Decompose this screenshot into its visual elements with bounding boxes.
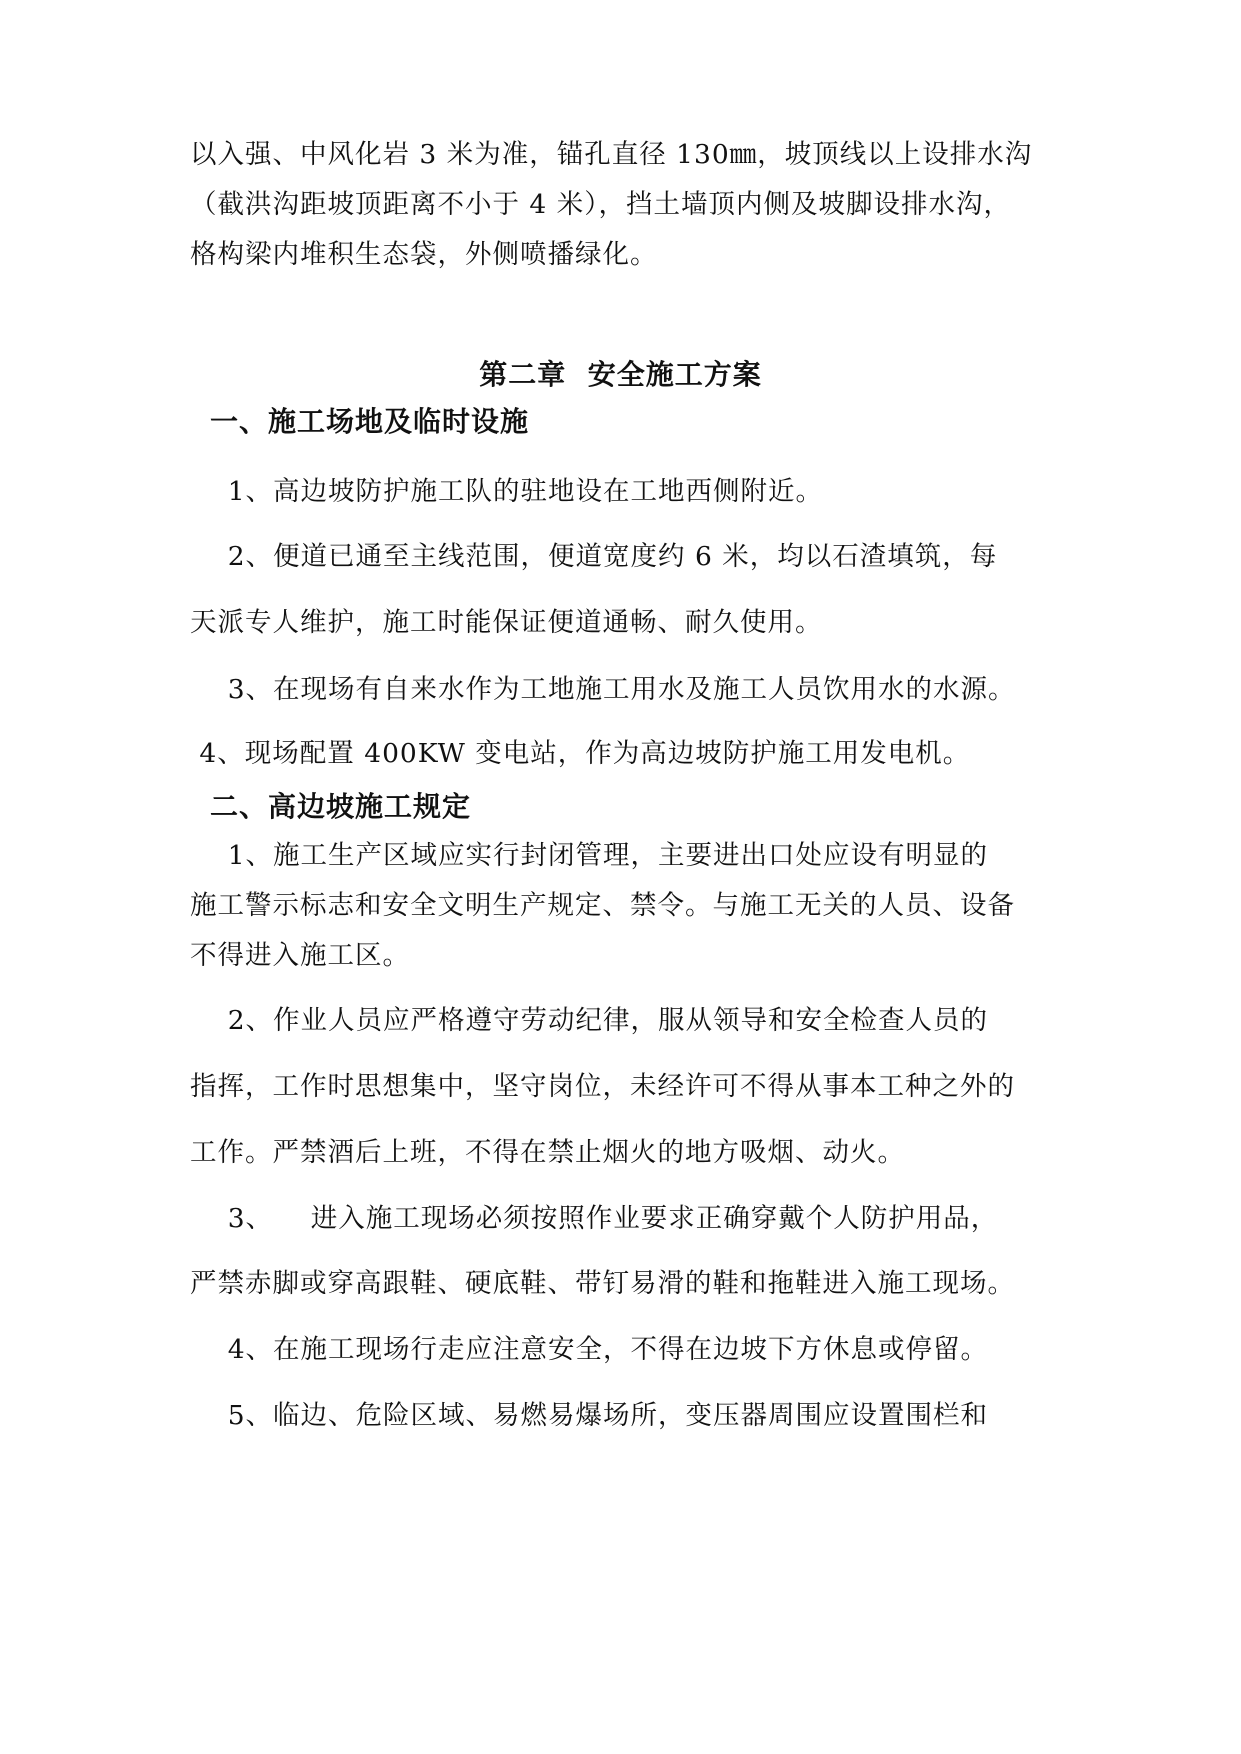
section-2-item-2-line-2: 指挥，工作时思想集中，坚守岗位，未经许可不得从事本工种之外的 bbox=[190, 1071, 1015, 1102]
section-2-heading: 二、高边坡施工规定 bbox=[210, 790, 472, 823]
section-2-item-2-line-3: 工作。严禁酒后上班，不得在禁止烟火的地方吸烟、动火。 bbox=[190, 1137, 905, 1168]
section-1-item-3: 3、在现场有自来水作为工地施工用水及施工人员饮用水的水源。 bbox=[190, 674, 1016, 705]
section-1-item-2-line-1: 2、便道已通至主线范围，便道宽度约 6 米，均以石渣填筑，每 bbox=[190, 541, 998, 572]
section-1-item-2-line-2: 天派专人维护，施工时能保证便道通畅、耐久使用。 bbox=[190, 607, 823, 638]
intro-line-1: 以入强、中风化岩 3 米为准，锚孔直径 130㎜，坡顶线以上设排水沟 bbox=[190, 139, 1033, 170]
section-2-item-3-line-2: 严禁赤脚或穿高跟鞋、硬底鞋、带钉易滑的鞋和拖鞋进入施工现场。 bbox=[190, 1268, 1015, 1299]
section-2-item-1-line-2: 施工警示标志和安全文明生产规定、禁令。与施工无关的人员、设备 bbox=[190, 890, 1015, 921]
intro-line-2: （截洪沟距坡顶距离不小于 4 米），挡土墙顶内侧及坡脚设排水沟， bbox=[190, 189, 1011, 220]
section-2-item-5-line-1: 5、临边、危险区域、易燃易爆场所，变压器周围应设置围栏和 bbox=[190, 1400, 989, 1431]
section-2-item-2-line-1: 2、作业人员应严格遵守劳动纪律，服从领导和安全检查人员的 bbox=[190, 1005, 989, 1036]
section-2-item-4: 4、在施工现场行走应注意安全，不得在边坡下方休息或停留。 bbox=[190, 1334, 989, 1365]
section-2-item-1-line-1: 1、施工生产区域应实行封闭管理，主要进出口处应设有明显的 bbox=[190, 840, 989, 871]
section-2-item-3-line-1: 3、 进入施工现场必须按照作业要求正确穿戴个人防护用品， bbox=[190, 1203, 999, 1234]
section-1-item-4: 4、现场配置 400KW 变电站，作为高边坡防护施工用发电机。 bbox=[190, 738, 971, 769]
section-1-item-1: 1、高边坡防护施工队的驻地设在工地西侧附近。 bbox=[190, 476, 824, 507]
chapter-title: 第二章 安全施工方案 bbox=[479, 358, 762, 391]
section-1-heading: 一、施工场地及临时设施 bbox=[210, 405, 530, 438]
intro-line-3: 格构梁内堆积生态袋，外侧喷播绿化。 bbox=[190, 239, 658, 270]
section-2-item-1-line-3: 不得进入施工区。 bbox=[190, 940, 410, 971]
